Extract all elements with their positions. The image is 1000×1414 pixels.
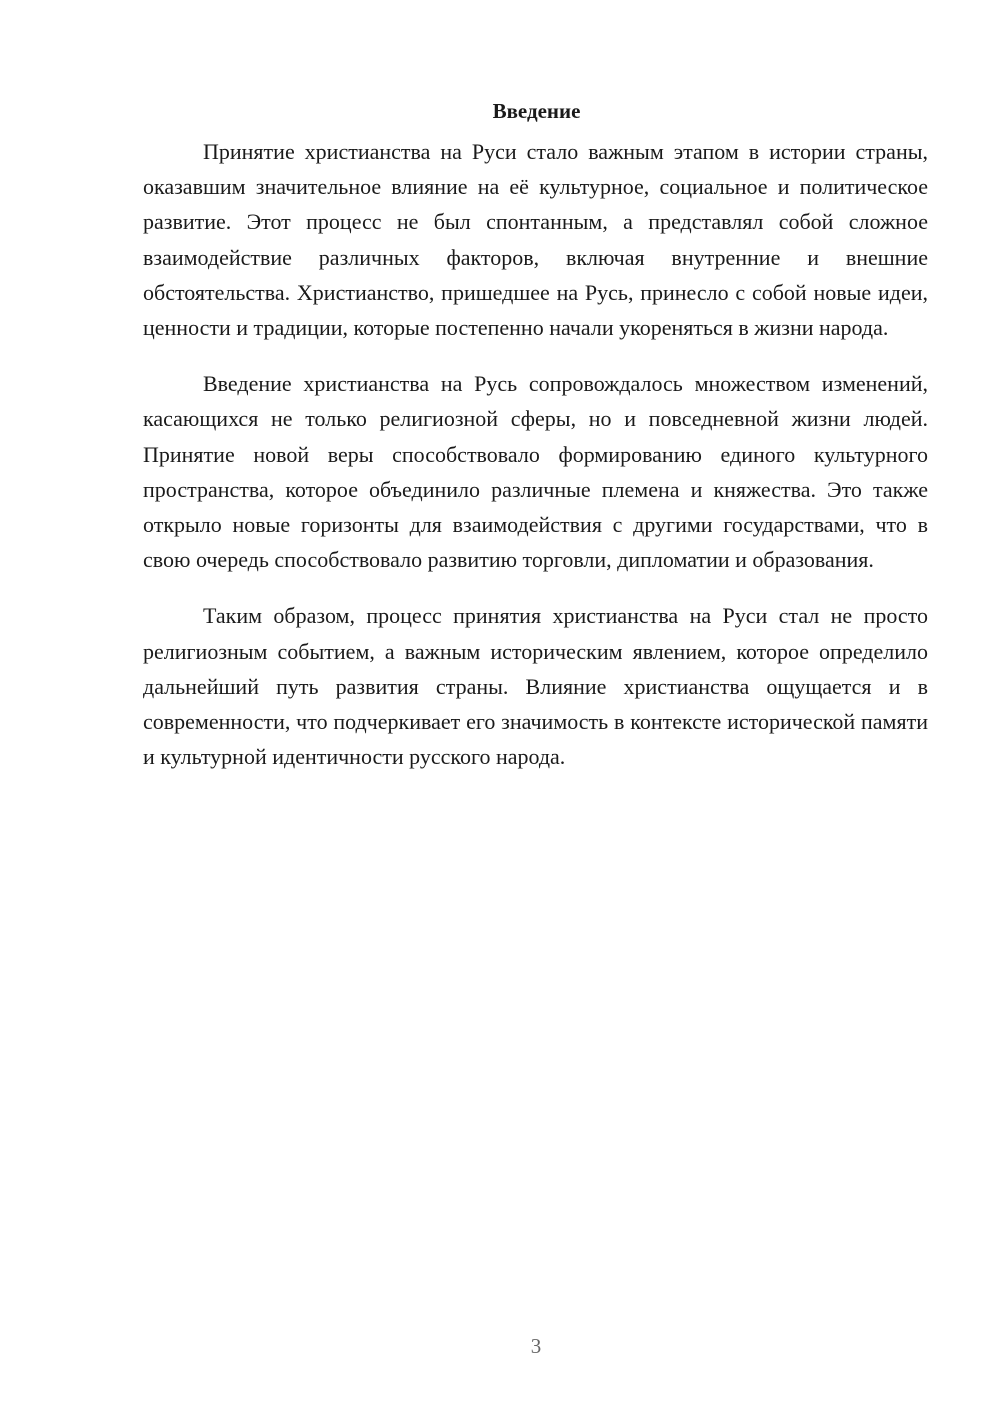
section-heading: Введение (492, 99, 581, 123)
page-content (143, 96, 928, 795)
paragraph-2: Введение христианства на Русь сопровождалось множеством изменений, касающихся не только религиозной сферы, но и повседневной жизни людей. Принятие новой веры способствовало формированию единого культурного пространства, которое объединило различные племена и княжества. Это также открыло новые горизонты для взаимодействия с другими государствами, что в свою очередь способствовало развитию торговли, дипломатии и образования. (143, 371, 928, 573)
paragraph-3: Таким образом, процесс принятия христианства на Руси стал не просто религиозным событием, а важным историческим явлением, которое определило дальнейший путь развития страны. Влияние христианства ощущается и в современности, что подчеркивает его значимость в контексте исторической памяти и культурной идентичности русского народа. (143, 603, 928, 770)
page-number: 3 (530, 1334, 542, 1358)
paragraph-1: Принятие христианства на Руси стало важным этапом в истории страны, оказавшим значительное влияние на её культурное, социальное и политическое развитие. Этот процесс не был спонтанным, а представлял собой сложное взаимодействие различных факторов, включая внутренние и внешние обстоятельства. Христианство, пришедшее на Русь, принесло с собой новые идеи, ценности и традиции, которые постепенно начали укореняться в жизни народа. (143, 139, 928, 341)
